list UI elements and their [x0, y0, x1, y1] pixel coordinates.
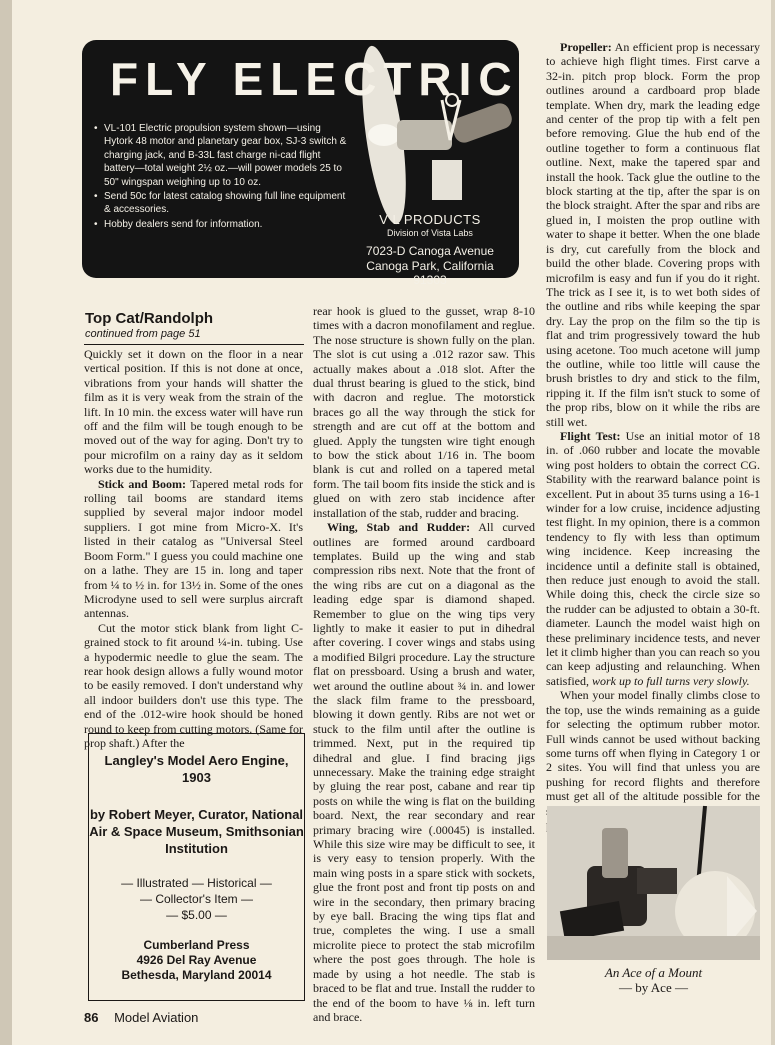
scan-edge	[0, 0, 12, 1045]
book-publisher-city: Bethesda, Maryland 20014	[121, 968, 272, 982]
article-title: Top Cat/Randolph	[85, 310, 214, 327]
page-footer	[84, 1010, 198, 1025]
paragraph: Quickly set it down on the floor in a near vertical position. If this is not done at once, vibrations from your hands will shatter the film as it is very weak from the strain of the lift. In 10 min. the excess water will have run off and the film will be tough enough to be moved out of the way for aging. Don't try to pour microfilm on a rainy day as it seldom works due to the humidity.	[84, 347, 303, 477]
paragraph-text: Use an initial motor of 18 in. of .060 rubber and locate the movable wing post holders to obtain the correct CG. Stability with the rearward balance point is excellent. Put in about 35 turns using a 16-1 winder for a low cruise, incidence adjusting test flight. In my opinion, there is a common tendency to fly with less than optimum wing incidence. Keep increasing the incidence until a definite stall is obtained, then reduce just enough to avoid the stall. While doing this, check the circle size so the rudder can be adjusted to obtain a 30-ft. diameter. Launch the model waist high on these preliminary incidence tests, and never let it climb higher than you can reach so you can keep adjusting and relaunching. When satisfied,	[546, 428, 761, 688]
photo-caption-title: An Ace of a Mount	[604, 965, 703, 980]
book-publisher-address: 4926 Del Ray Avenue	[136, 953, 257, 967]
section-lead: Flight Test:	[560, 428, 621, 443]
book-year: 1903	[182, 770, 211, 785]
engine-mount-photo	[547, 806, 760, 960]
continued-note: continued from page 51	[85, 328, 201, 340]
book-features: — Collector's Item —	[140, 892, 253, 906]
ad-bullets	[94, 122, 349, 232]
paragraph-text: An efficient prop is necessary to achieve high flight times. First carve a 32-in. pitch prop block. Form the prop outlines around a cardboard prop blade template. When dry, mark the leading edge and center of the prop tip with a felt pen before removing. Glue the hub end of the outline together to form a continuous flat outline. Next, make the tapered spar and install the hook. Tack glue the outline to the block starting at the tip, after the spar is on the block straight. After the spar and ribs are glued in, I moisten the prop outline with water to shape it better. When the one blade is dry, cut carefully from the block and build the other blade. Covering props with microfilm is easy and fun if you do it right. The trick as I see it, is to wet both sides of the outline and ribs while keeping the spar dry. Lay the prop on the film so the tip is flat and trim progressively toward the hub using acetone. Too much acetone will jump the outline, while too little will cause the brush bristles to dry and stick to the film, ripping it. If the film isn't stuck to some of the prop ribs, blow on it while the ribs are still wet.	[546, 40, 760, 429]
title-rule	[84, 344, 304, 345]
magazine-name: Model Aviation	[114, 1010, 199, 1025]
ad-company-name: V L PRODUCTS	[379, 212, 481, 227]
paragraph	[546, 429, 760, 688]
photo-caption	[547, 965, 760, 995]
book-title: Langley's Model Aero Engine,	[104, 753, 289, 768]
ad-bullet: • Send 50c for latest catalog showing full line equipment & accessories.	[94, 190, 349, 217]
paragraph	[546, 40, 760, 429]
paragraph-text: All curved outlines are formed around cardboard templates. Build up the wing and stab compression ribs next. Note that the front of the wing ribs are cut on a diagonal as the leading edge spar is diamond shaped. Remember to glue on the wing tips very lightly to make it easier to put in dihedral after covering. I cover wings and stabs using a modified Bilgri procedure. Lay the structure flat on pressboard. Using a brush and water, wet around the outline about ¾ in. and lower the slack film frame to the pressboard, blowing it down gently. Ribs are not wet or stuck to the film until after the outline is trimmed. Next, put in the required tip dihedral and glue. I find bracing jigs unnecessary. Make the training edge straight by gluing the rear post, cabane and rear tip posts on while the wing is flat on the building board. Next, the rear secondary and rear primary bracing wire (.00045) is installed. While this size wire may be difficult to see, it is very easy to tension properly. With the main wing posts in a spare stick with sockets, glue the front post and front tip posts on and wire in the secondary, then primary bracing by eye ball. Bracing the wing tips flat and true, completes the wing. I use a small microlite piece to protect the stab microfilm where the post goes through. The hole is made by using a hot needle. The stab is braced to be flat and true. Install the rudder to the end of the boom to have ⅛ in. left turn and brace.	[313, 520, 535, 1024]
article-column-3	[546, 40, 760, 832]
emphasis-text: work up to full turns very slowly.	[592, 673, 750, 688]
ad-title: FLY ELECTRIC	[110, 53, 519, 105]
scan-edge-right	[771, 0, 775, 1045]
ad-bullet: • VL-101 Electric propulsion system shown—using Hytork 48 motor and planetary gear box, SJ-3 switch & charging jack, and B-33L fast charge ni-cad flight battery—total weight 2½ oz.—will power models 25 to 50" wingspan weighing up to 10 oz.	[94, 122, 349, 189]
paragraph: Cut the motor stick blank from light C-grained stock to fit around ¼-in. tubing. Use a hypodermic needle to glue the seam. The rear hook design allows a fully wound motor to be easily removed. I don't understand why all indoor builders don't use this type. The end of the .012-wire hook should be honed round to keep from cutting motors. (Same for prop shaft.) After the	[84, 620, 303, 750]
photo-caption-credit: — by Ace —	[619, 980, 688, 995]
paragraph: rear hook is glued to the gusset, wrap 8-10 times with a dacron monofilament and reglue. The nose structure is shown fully on the plan. The slot is cut using a .012 razor saw. This actually makes about a .018 slot. After the dual thrust bearing is glued to the stick, bind with dacron and reglue. The motorstick braces go all the way through the stick for strength and are cut off at the bottom and glued. Apply the tungsten wire tight enough to bow the stick about 1/16 in. The boom blank is cut and rolled on a tapered metal form. The tail boom fits inside the stick and is glued on with zero stab incidence after installation of the stab, rudder and bracing.	[313, 304, 535, 520]
ad-bullet: • Hobby dealers send for information.	[94, 218, 349, 231]
paragraph-text: Tapered metal rods for rolling tail booms are standard items supplied by several major indoor model suppliers. I got mine from Micro-X. It's listed in their catalog as "Universal Steel Boom Form." I guess you could machine one on a lathe. They are 15 in. long and taper from ¼ to ½ in. for 13½ in. Some of the ones Microdyne used to sell were surplus aircraft antennas.	[84, 476, 303, 621]
paragraph	[313, 520, 535, 1024]
engine-mount-image	[547, 806, 760, 960]
book-ad-box	[88, 733, 305, 1001]
section-lead: Stick and Boom:	[98, 476, 187, 491]
ad-division: Division of Vista Labs	[387, 228, 473, 238]
article-column-1	[84, 347, 303, 750]
book-author: by Robert Meyer, Curator, National Air & Space Museum, Smithsonian Institution	[89, 807, 304, 856]
fly-electric-ad	[82, 40, 519, 287]
book-publisher: Cumberland Press	[143, 938, 250, 952]
book-price: — $5.00 —	[166, 908, 227, 922]
section-lead: Propeller:	[560, 40, 612, 54]
ad-company-block	[350, 212, 510, 287]
section-lead: Wing, Stab and Rudder:	[327, 520, 471, 535]
book-features: — Illustrated — Historical —	[121, 876, 272, 890]
paragraph: When your model finally climbs close to the top, use the winds remaining as a guide for selecting the optimum rubber motor. Full winds cannot be used without backing some turns off when flying in Category 1 or 2 sites. You will find that unless you are pushing for record flights and therefore must get all of the altitude possible for the	[546, 688, 760, 804]
article-column-2	[313, 304, 535, 1024]
ad-address-city: Canoga Park, California 91303	[366, 259, 494, 287]
ad-address-street: 7023-D Canoga Avenue	[366, 244, 494, 258]
page-number: 86	[84, 1010, 99, 1025]
paragraph	[84, 477, 303, 621]
